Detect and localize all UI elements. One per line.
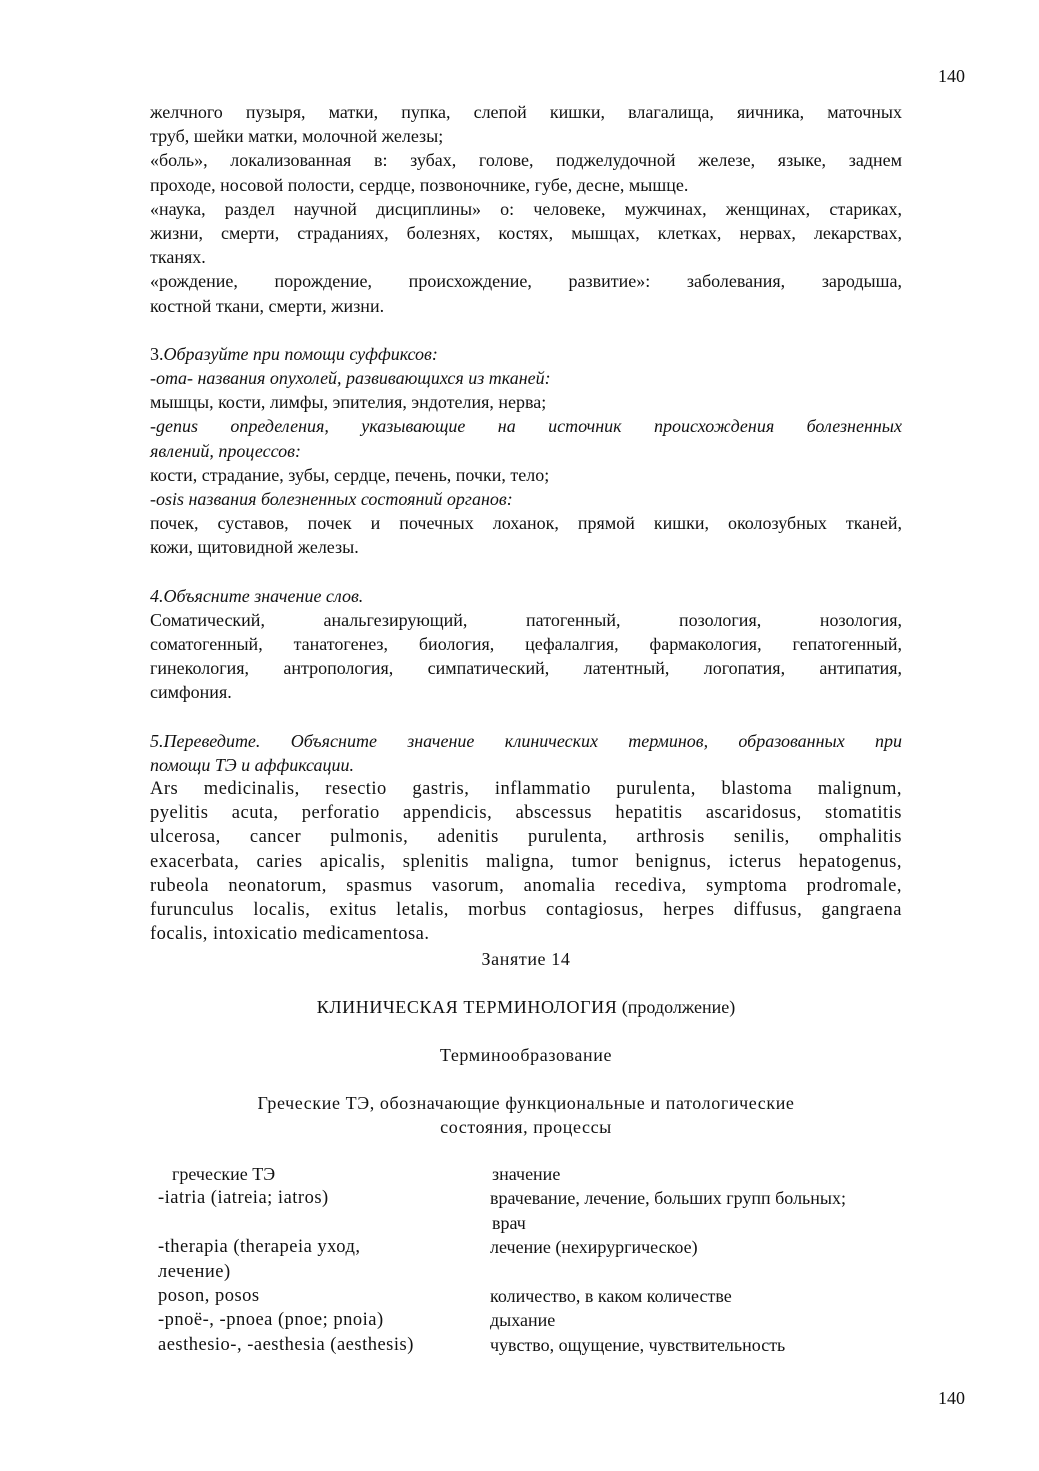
main-text xyxy=(150,100,902,1140)
table-header-term: греческие ТЭ xyxy=(172,1164,276,1184)
lesson-title xyxy=(150,995,902,1019)
table-cell-term xyxy=(158,1211,490,1235)
text-line: почек, суставов, почек и почечных лоханок, прямой кишки, околозубных тканей, xyxy=(150,513,902,534)
text-line: желчного пузыря, матки, пупка, слепой кишки, влагалища, яичника, маточных xyxy=(150,102,902,122)
text-line: «наука, раздел научной дисциплины» о: человеке, мужчинах, женщинах, стариках, xyxy=(150,198,902,219)
exercise-number: 3. xyxy=(150,343,164,364)
table-cell-meaning: лечение (нехирургическое) xyxy=(490,1237,698,1258)
lesson-title-caps: КЛИНИЧЕСКАЯ ТЕРМИНОЛОГИЯ xyxy=(316,996,618,1017)
suffix-heading-genus-cont: явлений, процессов: xyxy=(150,440,301,461)
table-header-meaning: значение xyxy=(492,1164,561,1184)
lesson-title-rest: (продолжение) xyxy=(617,996,736,1017)
lesson-subtitle: Терминообразование xyxy=(439,1044,613,1065)
table-cell-term: aesthesio-, -aesthesia (aesthesis) xyxy=(158,1334,414,1355)
table-row xyxy=(158,1211,918,1235)
table-cell-meaning: чувство, ощущение, чувствительность xyxy=(490,1334,786,1355)
latin-line: exacerbata, caries apicalis, splenitis maligna, tumor benignus, icterus hepatogenus, xyxy=(150,851,902,872)
table-row xyxy=(158,1235,918,1259)
suffix-heading-oma: -oma- названия опухолей, развивающихся из тканей: xyxy=(150,368,551,389)
section-heading-cont: состояния, процессы xyxy=(440,1117,612,1138)
text-line: «боль», локализованная в: зубах, голове, поджелудочной железе, языке, заднем xyxy=(150,150,902,171)
table-cell-meaning: количество, в каком количестве xyxy=(490,1286,732,1307)
text-line: симфония. xyxy=(150,682,232,703)
table-cell-term: лечение) xyxy=(158,1261,231,1282)
text-line: Соматический, анальгезирующий, патогенный, позология, нозология, xyxy=(150,609,902,630)
text-line: костной ткани, смерти, жизни. xyxy=(150,295,385,316)
page-number-bottom: 140 xyxy=(938,1388,965,1408)
table-cell-meaning: врачевание, лечение, больших групп больных; xyxy=(490,1188,846,1209)
table-row xyxy=(158,1333,918,1357)
text-line: «рождение, порождение, происхождение, развитие»: заболевания, зародыша, xyxy=(150,271,902,292)
latin-line: pyelitis acuta, perforatio appendicis, abscessus hepatitis ascaridosus, stomatitis xyxy=(150,803,902,824)
exercise-5-title-cont: помощи ТЭ и аффиксации. xyxy=(150,754,355,775)
table-cell-term: -iatria (iatreia; iatros) xyxy=(158,1188,329,1209)
latin-line: rubeola neonatorum, spasmus vasorum, anomalia recediva, symptoma prodromale, xyxy=(150,875,902,896)
latin-line: focalis, intoxicatio medicamentosa. xyxy=(150,924,430,945)
table-cell-meaning: врач xyxy=(492,1212,526,1233)
lesson-heading: Занятие 14 xyxy=(481,948,571,969)
text-line: тканях. xyxy=(150,247,206,268)
terms-table xyxy=(158,1162,918,1357)
exercise-3-title xyxy=(150,342,902,366)
text-line: гинекология, антропология, симпатический, латентный, логопатия, антипатия, xyxy=(150,658,902,679)
text-line: мышцы, кости, лимфы, эпителия, эндотелия, нерва; xyxy=(150,392,547,413)
table-row xyxy=(158,1186,918,1210)
table-header xyxy=(158,1162,918,1186)
table-row xyxy=(158,1284,918,1308)
text-line: проходе, носовой полости, сердце, позвоночнике, губе, десне, мышце. xyxy=(150,174,689,195)
table-cell-meaning xyxy=(490,1260,910,1284)
text-line: жизни, смерти, страданиях, болезнях, костях, мышцах, клетках, нервах, лекарствах, xyxy=(150,223,902,244)
section-heading: Греческие ТЭ, обозначающие функциональные и патологические xyxy=(257,1093,795,1114)
latin-line: Ars medicinalis, resectio gastris, inflammatio purulenta, blastoma malignum, xyxy=(150,779,902,800)
latin-line: furunculus localis, exitus letalis, morbus contagiosus, herpes diffusus, gangraena xyxy=(150,900,902,921)
text-line: соматогенный, танатогенез, биология, цефалалгия, фармакология, гепатогенный, xyxy=(150,634,902,655)
text-line: кожи, щитовидной железы. xyxy=(150,537,359,558)
suffix-heading-osis: -osis названия болезненных состояний органов: xyxy=(150,489,513,510)
table-cell-term: poson, posos xyxy=(158,1286,260,1307)
page-number-top: 140 xyxy=(938,66,965,86)
table-cell-term: -pnoё-, -pnoea (pnoe; pnoia) xyxy=(158,1310,384,1331)
table-cell-meaning: дыхание xyxy=(490,1310,556,1331)
latin-line: ulcerosa, cancer pulmonis, adenitis purulenta, arthrosis senilis, omphalitis xyxy=(150,827,902,848)
table-row xyxy=(158,1260,918,1284)
exercise-5-title: 5.Переведите. Объясните значение клинических терминов, образованных при xyxy=(150,730,902,751)
table-cell-term: -therapia (therapeia уход, xyxy=(158,1237,361,1258)
exercise-title-text: Образуйте при помощи суффиксов: xyxy=(163,343,438,364)
suffix-heading-genus: -genus определения, указывающие на источник происхождения болезненных xyxy=(150,416,902,437)
text-line: кости, страдание, зубы, сердце, печень, почки, тело; xyxy=(150,464,550,485)
exercise-4-title: 4.Объясните значение слов. xyxy=(150,585,364,606)
table-row xyxy=(158,1308,918,1332)
text-line: труб, шейки матки, молочной железы; xyxy=(150,126,444,147)
